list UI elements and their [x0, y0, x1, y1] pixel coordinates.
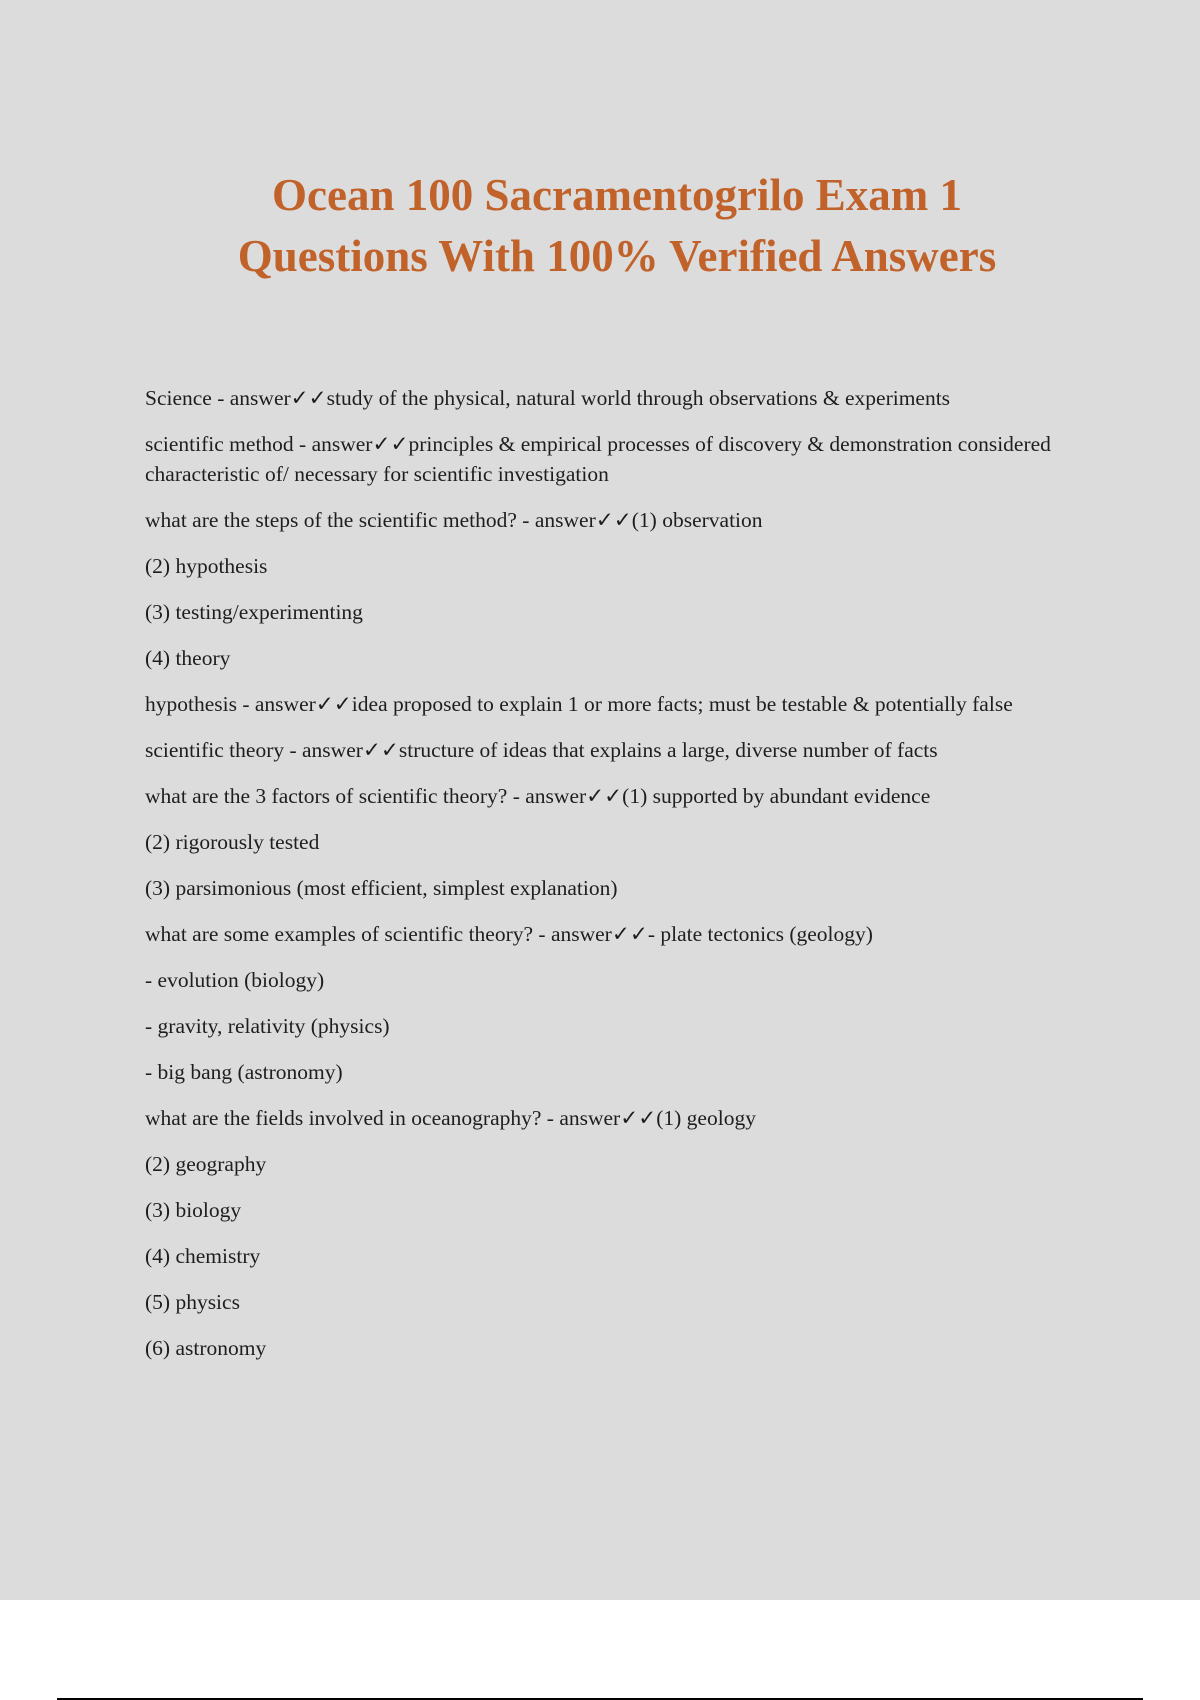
qa-item-oceanography-fields: what are the fields involved in oceanography? - answer✓✓(1) geology: [145, 1106, 756, 1130]
qa-item-example-gravity: - gravity, relativity (physics): [145, 1014, 390, 1038]
qa-item-factor-2: (2) rigorously tested: [145, 830, 320, 854]
qa-item-field-chemistry: (4) chemistry: [145, 1244, 261, 1268]
qa-item-example-big-bang: - big bang (astronomy): [145, 1060, 343, 1084]
qa-item-scientific-theory: scientific theory - answer✓✓structure of ideas that explains a large, diverse number of facts: [145, 738, 938, 762]
qa-item-field-geography: (2) geography: [145, 1152, 267, 1176]
qa-item-theory-factors: what are the 3 factors of scientific theory? - answer✓✓(1) supported by abundant evidence: [145, 784, 931, 808]
qa-item-field-astronomy: (6) astronomy: [145, 1336, 267, 1360]
qa-item-step-3: (3) testing/experimenting: [145, 600, 363, 624]
qa-item-theory-examples: what are some examples of scientific theory? - answer✓✓- plate tectonics (geology): [145, 922, 873, 946]
document-title: [0, 165, 1200, 287]
qa-item-hypothesis: hypothesis - answer✓✓idea proposed to explain 1 or more facts; must be testable & potentially false: [145, 692, 1013, 716]
qa-list: [145, 383, 1075, 1363]
title-line-1: Ocean 100 Sacramentogrilo Exam 1: [272, 170, 962, 220]
qa-item-scientific-method: scientific method - answer✓✓principles & empirical processes of discovery & demonstration considered characteristic of/ necessary for scientific investigation: [145, 432, 1051, 486]
qa-item-field-physics: (5) physics: [145, 1290, 240, 1314]
qa-item-step-2: (2) hypothesis: [145, 554, 268, 578]
qa-item-field-biology: (3) biology: [145, 1198, 242, 1222]
qa-item-steps: what are the steps of the scientific method? - answer✓✓(1) observation: [145, 508, 763, 532]
qa-item-factor-3: (3) parsimonious (most efficient, simplest explanation): [145, 876, 618, 900]
qa-item-step-4: (4) theory: [145, 646, 231, 670]
title-line-2: Questions With 100% Verified Answers: [237, 231, 997, 281]
qa-item-science: Science - answer✓✓study of the physical, natural world through observations & experiments: [145, 386, 951, 410]
qa-item-example-evolution: - evolution (biology): [145, 968, 325, 992]
